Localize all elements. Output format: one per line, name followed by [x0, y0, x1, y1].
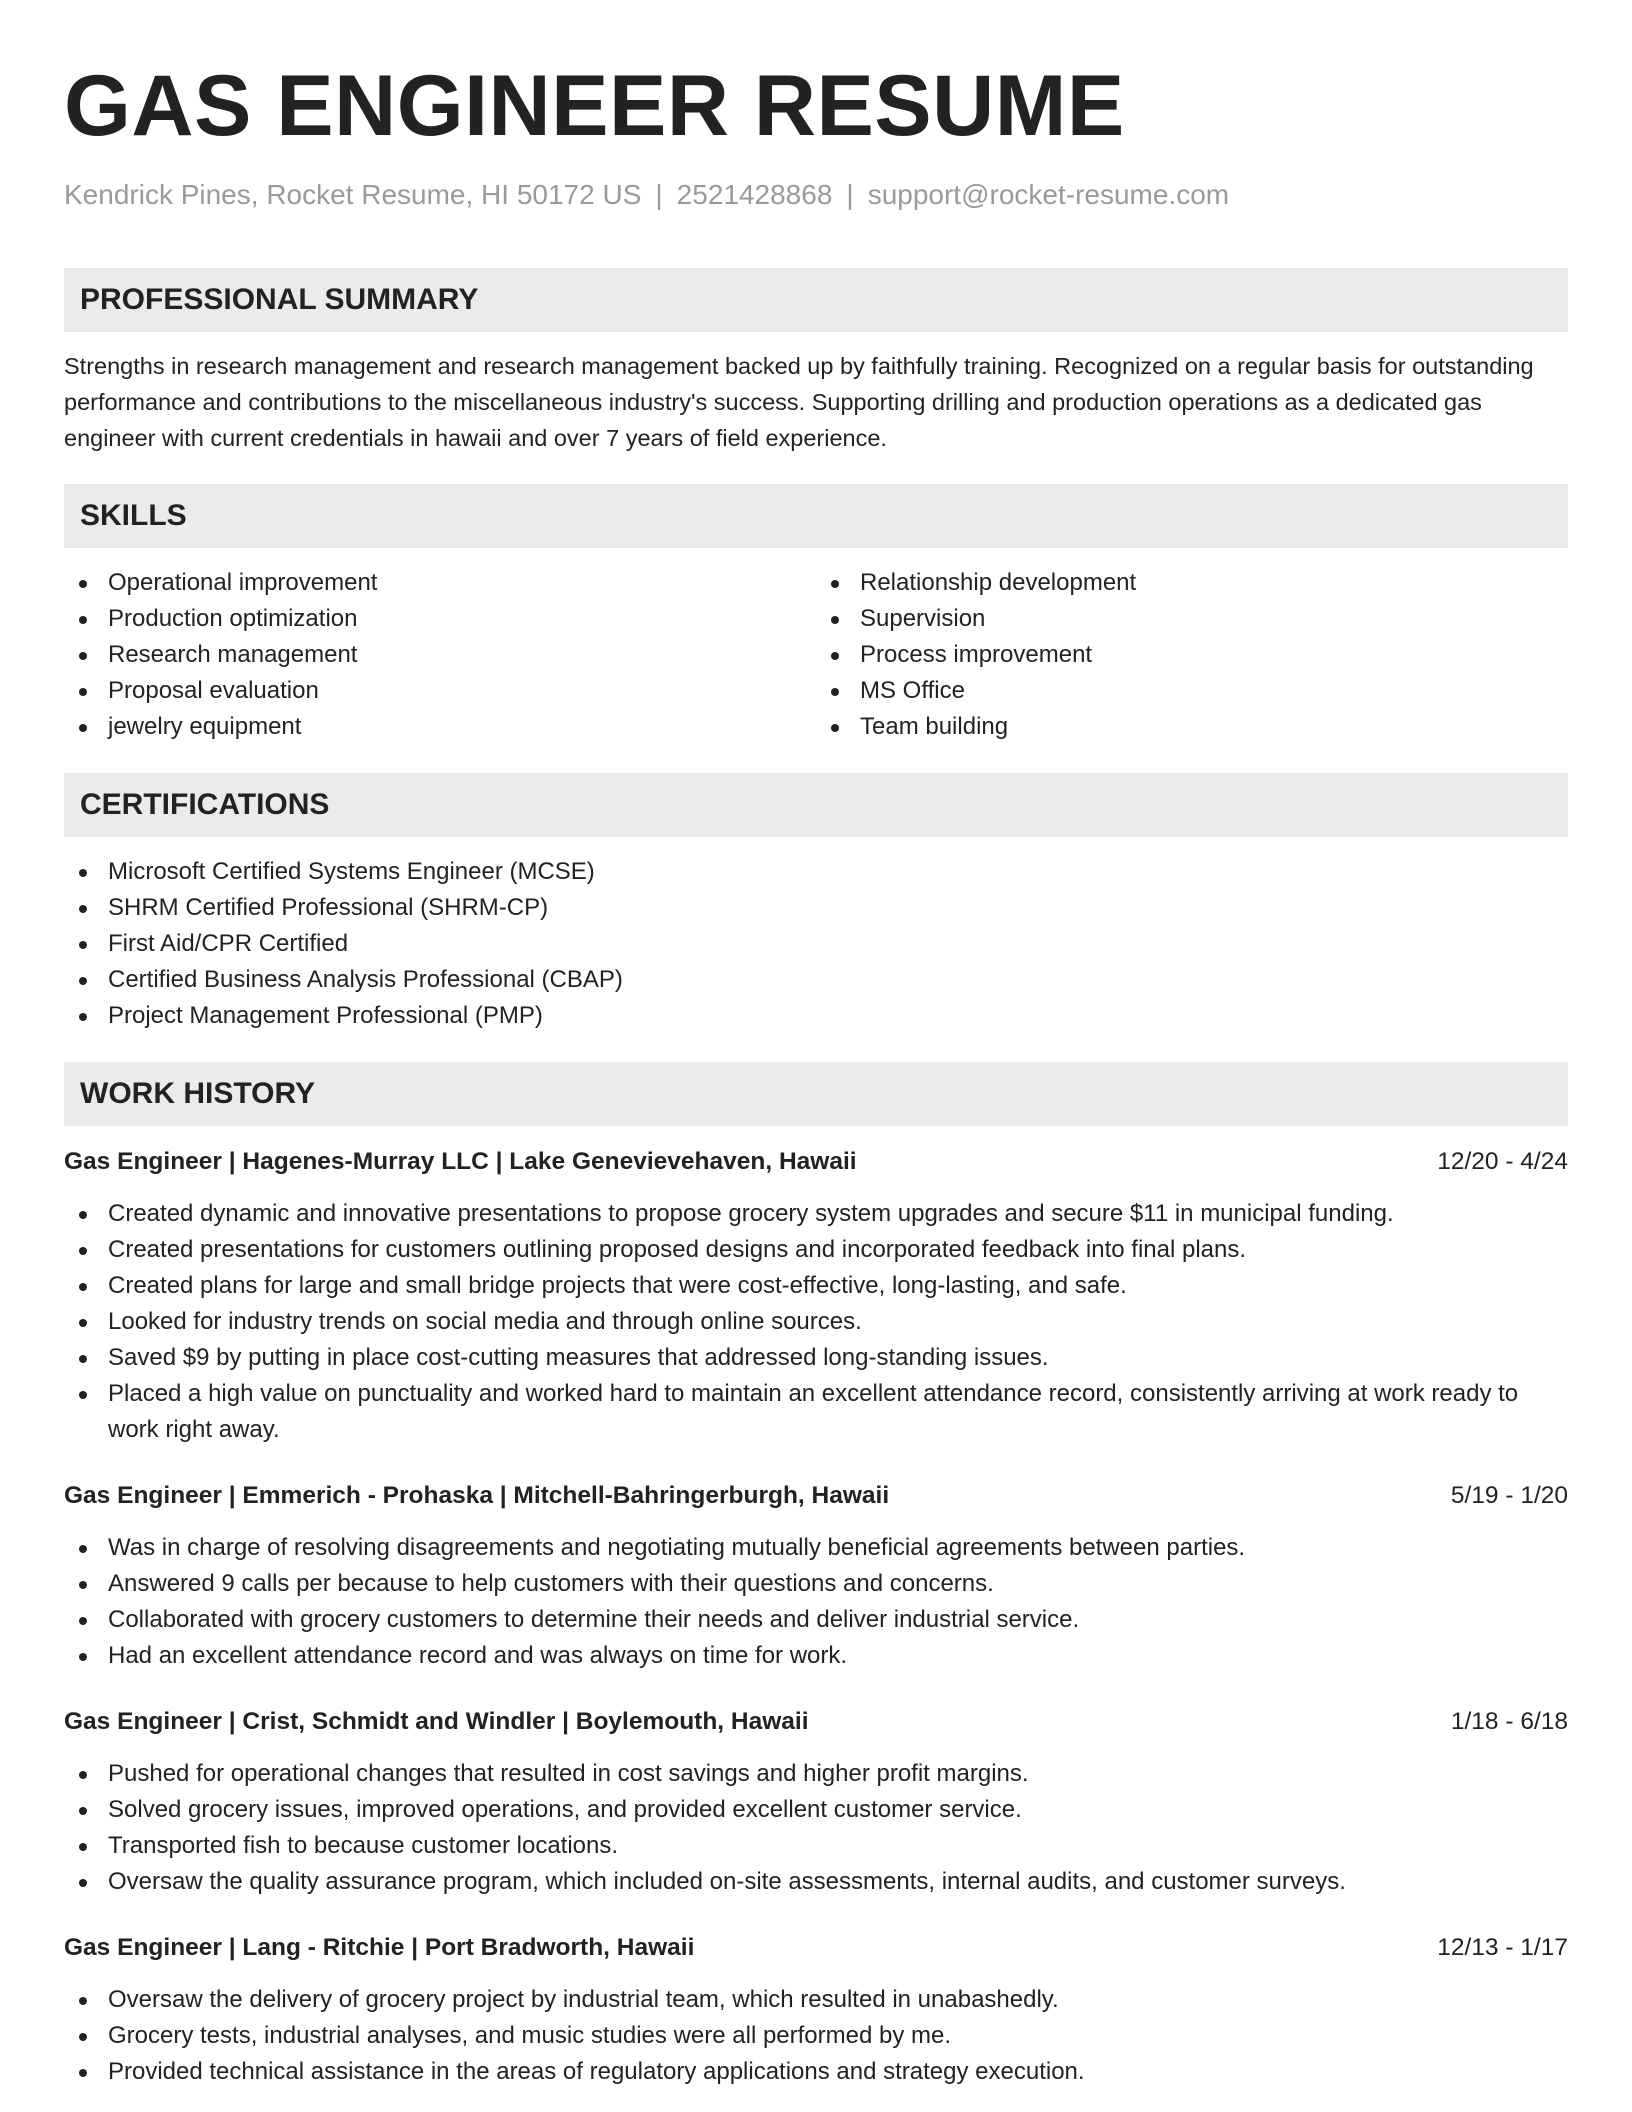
job-duties [64, 1756, 1568, 1900]
job-entry [64, 1478, 1568, 1674]
skills-column-right [816, 565, 1568, 745]
certification-item: First Aid/CPR Certified [64, 926, 1568, 962]
summary-text: Strengths in research management and research management backed up by faithfully training. Recognized on a regular basis for outstanding performance and contributions to the miscellaneous industry's success. Supporting drilling and production operations as a dedicated gas engineer with current credentials in hawaii and over 7 years of field experience. [64, 353, 1534, 451]
job-duty-item: Saved $9 by putting in place cost-cutting measures that addressed long-standing issues. [64, 1340, 1568, 1376]
contact-phone: 2521428868 [676, 179, 833, 210]
contact-line [64, 178, 1568, 212]
skills-list [64, 565, 1568, 745]
job-duty-item: Was in charge of resolving disagreements and negotiating mutually beneficial agreements between parties. [64, 1530, 1568, 1566]
job-duty-item: Provided technical assistance in the areas of regulatory applications and strategy execution. [64, 2054, 1568, 2090]
skill-item: Relationship development [816, 565, 1568, 601]
job-title: Gas Engineer | Lang - Ritchie | Port Bradworth, Hawaii [64, 1934, 695, 1961]
job-title: Gas Engineer | Hagenes-Murray LLC | Lake Genevievehaven, Hawaii [64, 1148, 857, 1175]
job-entry [64, 1930, 1568, 2090]
skill-item: Team building [816, 709, 1568, 745]
skill-item: Proposal evaluation [64, 673, 816, 709]
job-header [64, 1144, 1568, 1180]
job-entry [64, 1704, 1568, 1900]
section-heading-summary: PROFESSIONAL SUMMARY [64, 268, 1568, 332]
job-duty-item: Created plans for large and small bridge projects that were cost-effective, long-lasting, and safe. [64, 1268, 1568, 1304]
job-header [64, 1930, 1568, 1966]
skill-item: jewelry equipment [64, 709, 816, 745]
job-duty-item: Had an excellent attendance record and was always on time for work. [64, 1638, 1568, 1674]
skill-item: Supervision [816, 601, 1568, 637]
job-dates: 1/18 - 6/18 [1450, 1708, 1568, 1735]
contact-separator: | [846, 179, 854, 210]
contact-separator: | [655, 179, 663, 210]
job-dates: 12/13 - 1/17 [1437, 1934, 1568, 1961]
job-duty-item: Placed a high value on punctuality and worked hard to maintain an excellent attendance record, consistently arriving at work ready to work right away. [64, 1376, 1568, 1448]
job-duty-item: Transported fish to because customer locations. [64, 1828, 1568, 1864]
certification-item: Project Management Professional (PMP) [64, 998, 1568, 1034]
contact-email: support@rocket-resume.com [867, 179, 1230, 210]
skill-item: Research management [64, 637, 816, 673]
certification-item: Microsoft Certified Systems Engineer (MCSE) [64, 854, 1568, 890]
job-dates: 12/20 - 4/24 [1437, 1148, 1568, 1175]
job-duties [64, 1196, 1568, 1448]
certifications-list [64, 854, 1568, 1034]
job-duty-item: Looked for industry trends on social media and through online sources. [64, 1304, 1568, 1340]
job-duty-item: Created dynamic and innovative presentations to propose grocery system upgrades and secure $11 in municipal funding. [64, 1196, 1568, 1232]
job-duties [64, 1530, 1568, 1674]
job-duty-item: Collaborated with grocery customers to determine their needs and deliver industrial service. [64, 1602, 1568, 1638]
section-heading-work-history: WORK HISTORY [64, 1062, 1568, 1126]
section-heading-skills: SKILLS [64, 484, 1568, 548]
job-dates: 5/19 - 1/20 [1450, 1482, 1568, 1509]
job-duty-item: Oversaw the delivery of grocery project by industrial team, which resulted in unabashedly. [64, 1982, 1568, 2018]
skill-item: Production optimization [64, 601, 816, 637]
certification-item: Certified Business Analysis Professional (CBAP) [64, 962, 1568, 998]
job-duty-item: Grocery tests, industrial analyses, and music studies were all performed by me. [64, 2018, 1568, 2054]
job-header [64, 1704, 1568, 1740]
skills-column-left [64, 565, 816, 745]
job-duty-item: Solved grocery issues, improved operations, and provided excellent customer service. [64, 1792, 1568, 1828]
section-heading-certifications: CERTIFICATIONS [64, 773, 1568, 837]
job-duty-item: Oversaw the quality assurance program, which included on-site assessments, internal audits, and customer surveys. [64, 1864, 1568, 1900]
job-duty-item: Pushed for operational changes that resulted in cost savings and higher profit margins. [64, 1756, 1568, 1792]
job-title: Gas Engineer | Emmerich - Prohaska | Mitchell-Bahringerburgh, Hawaii [64, 1482, 890, 1509]
job-header [64, 1478, 1568, 1514]
job-entry [64, 1144, 1568, 1448]
skill-item: Process improvement [816, 637, 1568, 673]
contact-address: Kendrick Pines, Rocket Resume, HI 50172 US [64, 179, 642, 210]
job-duties [64, 1982, 1568, 2090]
job-duty-item: Created presentations for customers outlining proposed designs and incorporated feedback into final plans. [64, 1232, 1568, 1268]
job-duty-item: Answered 9 calls per because to help customers with their questions and concerns. [64, 1566, 1568, 1602]
resume-title: GAS ENGINEER RESUME [64, 58, 1125, 154]
job-title: Gas Engineer | Crist, Schmidt and Windler | Boylemouth, Hawaii [64, 1708, 809, 1735]
certification-item: SHRM Certified Professional (SHRM-CP) [64, 890, 1568, 926]
skill-item: MS Office [816, 673, 1568, 709]
skill-item: Operational improvement [64, 565, 816, 601]
